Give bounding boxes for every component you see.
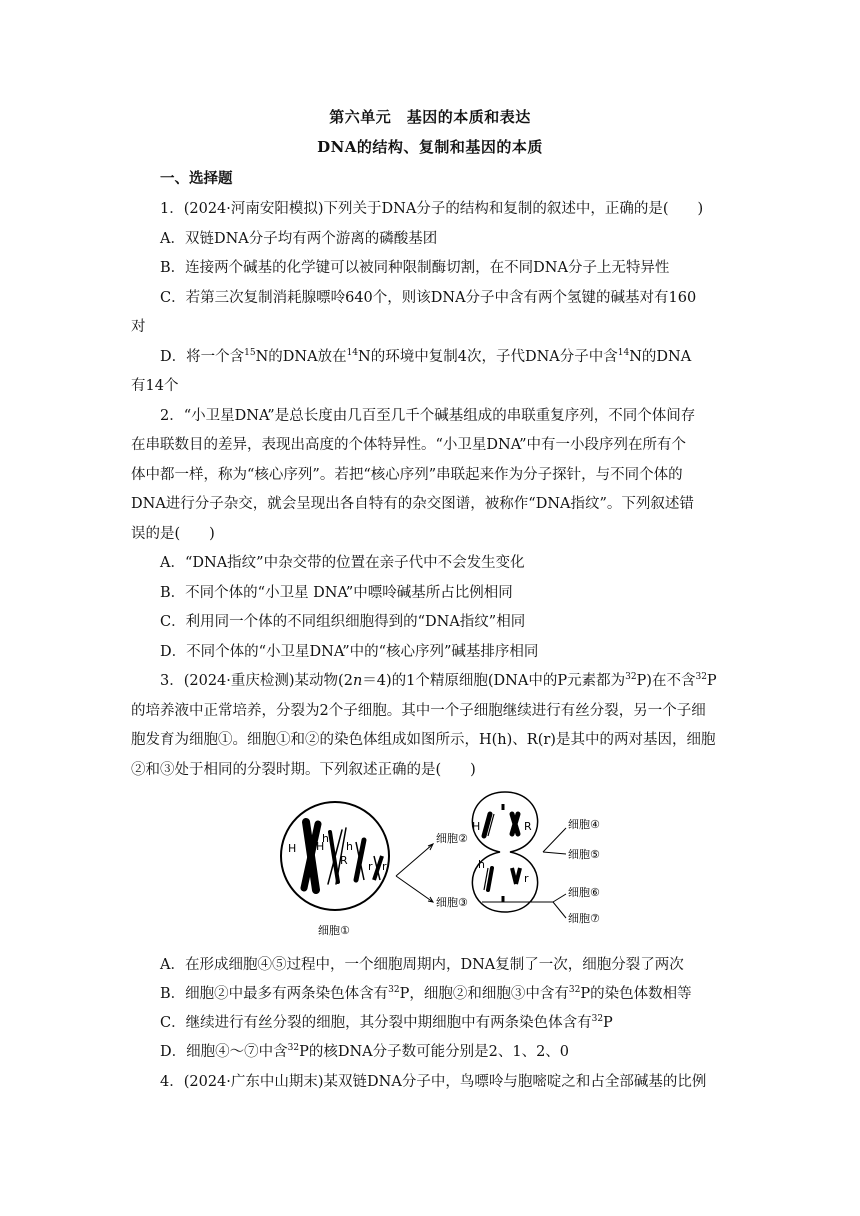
q1-option-c: C．若第三次复制消耗腺嘌呤640个，则该DNA分子中含有两个氢键的碱基对有160 (160, 290, 697, 306)
q1-stem: 1．(2024·河南安阳模拟)下列关于DNA分子的结构和复制的叙述中，正确的是( ) (160, 201, 704, 217)
q4-stem-line1: 4．(2024·广东中山期末)某双链DNA分子中，鸟嘌呤与胞嘧啶之和占全部碱基的比例 (160, 1074, 707, 1090)
q3-option-d: D．细胞④～⑦中含$^{32}$P的核DNA分子数可能分别是2、1、2、0 (160, 1043, 570, 1060)
q3-option-a: A．在形成细胞④⑤过程中，一个细胞周期内，DNA复制了一次，细胞分裂了两次 (160, 957, 684, 973)
gene-label-H3: H (472, 820, 481, 833)
gene-label-R2: R (524, 820, 532, 833)
gene-label-h3: h (478, 858, 485, 871)
lesson-title: DNA的结构、复制和基因的本质 (317, 138, 543, 156)
q3-option-b: B．细胞②中最多有两条染色体含有$^{32}$P，细胞②和细胞③中含有$^{32}$P的染色体数相等 (160, 985, 692, 1002)
cell-4-label: 细胞④ (568, 818, 600, 831)
q2-stem-line5: 误的是( ) (131, 526, 215, 542)
q2-option-a: A．“DNA指纹”中杂交带的位置在亲子代中不会发生变化 (160, 555, 525, 571)
cell-division-figure (278, 784, 728, 944)
cell-6-label: 细胞⑥ (568, 886, 600, 899)
q1-option-d-cont: 有14个 (131, 378, 179, 394)
gene-label-r1: r (368, 860, 373, 873)
gene-label-H1: H (288, 842, 297, 855)
q1-option-c-cont: 对 (131, 319, 146, 335)
q1-option-d: D．将一个含$^{15}$N的DNA放在$^{14}$N的环境中复制4次，子代DNA分子中含$^{14}$N的DNA (160, 348, 692, 365)
cell-2-label: 细胞② (436, 832, 468, 845)
cell-2-diagram (472, 792, 538, 912)
q2-option-d: D．不同个体的“小卫星DNA”中的“核心序列”碱基排序相同 (160, 644, 539, 660)
q3-stem-line2: 的培养液中正常培养，分裂为2个子细胞。其中一个子细胞继续进行有丝分裂，另一个子细 (131, 703, 706, 719)
gene-label-h2: h (346, 840, 353, 853)
gene-label-R: R (340, 854, 348, 867)
cell-5-label: 细胞⑤ (568, 848, 600, 861)
cell-7-label: 细胞⑦ (568, 912, 600, 925)
cell-3-label: 细胞③ (436, 896, 468, 909)
q1-option-a: A．双链DNA分子均有两个游离的磷酸基团 (160, 231, 438, 247)
q3-stem-line1: 3．(2024·重庆检测)某动物(2n＝4)的1个精原细胞(DNA中的P元素都为$^{32}$P)在不含$^{32}$P (160, 672, 717, 689)
q3-stem-line4: ②和③处于相同的分裂时期。下列叙述正确的是( ) (131, 762, 476, 778)
q1-option-b: B．连接两个碱基的化学键可以被同种限制酶切割，在不同DNA分子上无特异性 (160, 260, 670, 276)
q2-stem-line4: DNA进行分子杂交，就会呈现出各自特有的杂交图谱，被称作“DNA指纹”。下列叙述错 (131, 496, 694, 512)
section-heading: 一、选择题 (160, 170, 233, 187)
q2-stem-line2: 在串联数目的差异，表现出高度的个体特异性。“小卫星DNA”中有一小段序列在所有个 (131, 437, 686, 453)
q2-option-c: C．利用同一个体的不同组织细胞得到的“DNA指纹”相同 (160, 614, 526, 630)
q2-stem-line1: 2．“小卫星DNA”是总长度由几百至几千个碱基组成的串联重复序列，不同个体间存 (160, 408, 696, 424)
q2-option-b: B．不同个体的“小卫星 DNA”中嘌呤碱基所占比例相同 (160, 585, 513, 601)
q2-stem-line3: 体中都一样，称为“核心序列”。若把“核心序列”串联起来作为分子探针，与不同个体的 (131, 467, 683, 483)
gene-label-r2: r (382, 860, 387, 873)
cell-1-diagram (281, 802, 389, 937)
cell-1-label: 细胞① (318, 924, 350, 937)
q3-stem-line3: 胞发育为细胞①。细胞①和②的染色体组成如图所示，H(h)、R(r)是其中的两对基因，细胞 (131, 732, 716, 748)
gene-label-h1: h (322, 832, 329, 845)
gene-label-r3: r (524, 872, 529, 885)
q3-option-c: C．继续进行有丝分裂的细胞，其分裂中期细胞中有两条染色体含有$^{32}$P (160, 1014, 613, 1031)
unit-title: 第六单元 基因的本质和表达 (329, 108, 531, 126)
gene-label-H2: H (316, 840, 325, 853)
